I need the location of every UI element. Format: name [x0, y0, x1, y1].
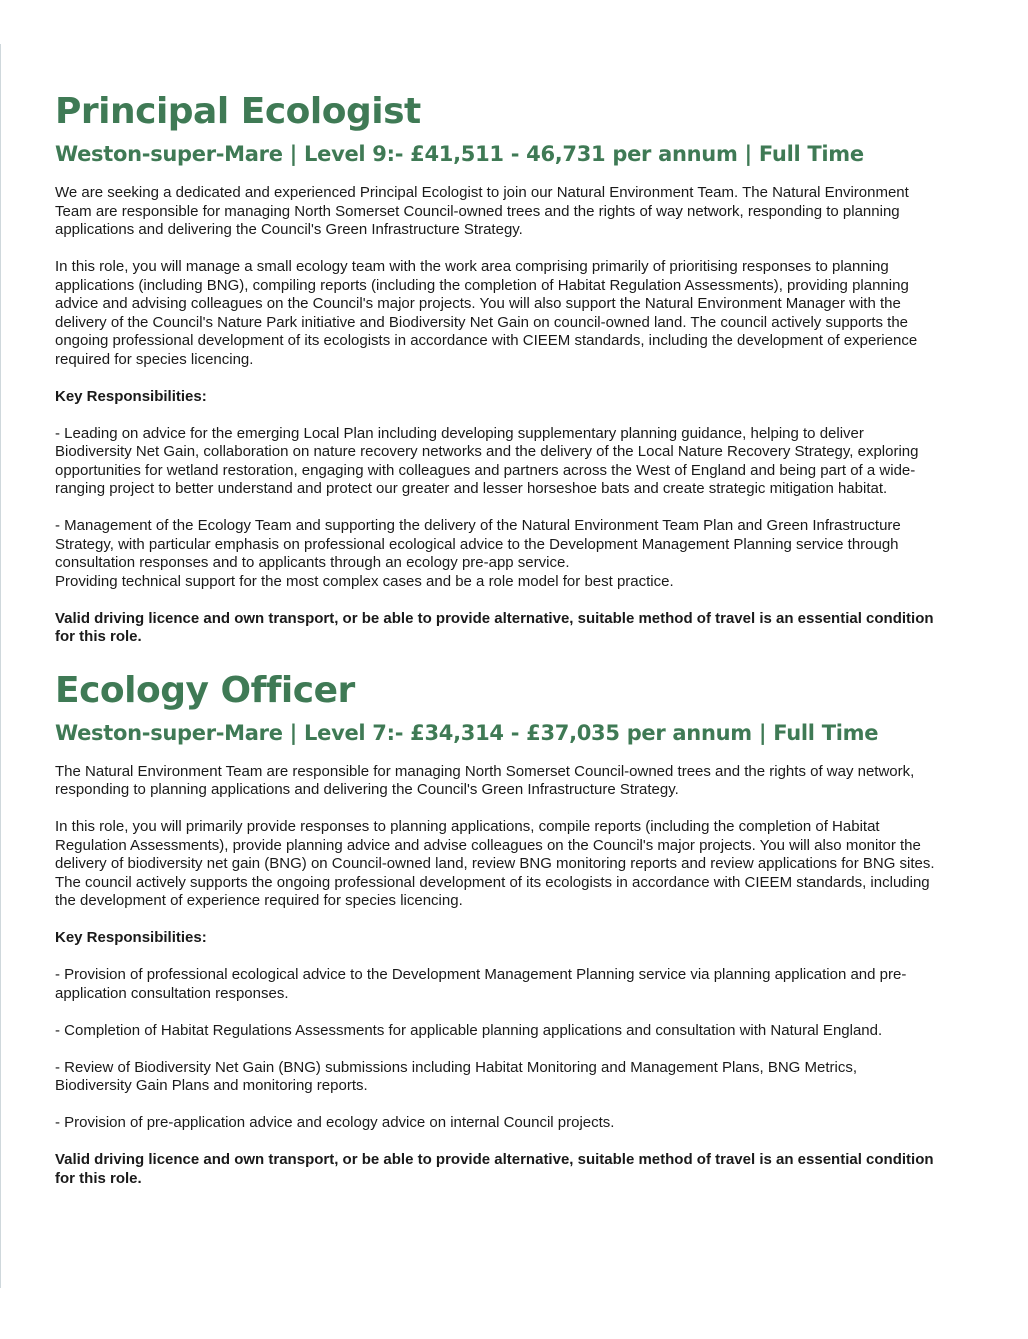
job-advert-page [55, 88, 935, 1188]
responsibility-item: - Completion of Habitat Regulations Assessments for applicable planning applications and consultation with Natural England. [55, 1021, 883, 1039]
job-title: Principal Ecologist [55, 91, 421, 132]
job-subtitle: Weston-super-Mare | Level 7:- £34,314 - £37,035 per annum | Full Time [55, 720, 879, 745]
job-subtitle: Weston-super-Mare | Level 9:- £41,511 - 46,731 per annum | Full Time [55, 142, 864, 166]
intro-paragraph: The Natural Environment Team are responsible for managing North Somerset Council-owned trees and the rights of way network, responding to planning applications and delivering the Council's Green Infrastructure Strategy. [55, 762, 915, 798]
responsibility-item: - Provision of professional ecological advice to the Development Management Planning service via planning application and pre-application consultation responses. [55, 966, 907, 1002]
intro-paragraph: In this role, you will primarily provide responses to planning applications, compile reports (including the completion of Habitat Regulation Assessments), provide planning advice and advise colleagues on the Council's major projects. You will also monitor the delivery of biodiversity net gain (BNG) on Council-owned land, review BNG monitoring reports and review applications for BNG sites. The council actively supports the ongoing professional development of its ecologists in accordance with CIEEM standards, including the development of experience required for species licencing. [55, 818, 935, 909]
intro-paragraph: We are seeking a dedicated and experienced Principal Ecologist to join our Natural Environment Team. The Natural Environment Team are responsible for managing North Somerset Council-owned trees and the rights of way network, responding to planning applications and delivering the Council's Green Infrastructure Strategy. [55, 184, 909, 238]
responsibility-item: - Leading on advice for the emerging Local Plan including developing supplementary planning guidance, helping to deliver Biodiversity Net Gain, collaboration on nature recovery networks and the delivery of the Local Nature Recovery Strategy, exploring opportunities for wetland restoration, engaging with colleagues and partners across the West of England and being part of a wide-ranging project to better understand and protect our greater and lesser horseshoe bats and create strategic mitigation habitat. [55, 424, 919, 497]
job-title: Ecology Officer [55, 669, 355, 711]
job-principal-ecologist [55, 88, 935, 647]
essential-condition: Valid driving licence and own transport, or be able to provide alternative, suitable method of travel is an essential condition for this role. [55, 1151, 934, 1187]
responsibility-item: - Provision of pre-application advice and ecology advice on internal Council projects. [55, 1114, 615, 1131]
key-responsibilities-heading: Key Responsibilities: [55, 387, 207, 405]
responsibility-item: - Management of the Ecology Team and supporting the delivery of the Natural Environment Team Plan and Green Infrastructure Strategy, with particular emphasis on professional ecological advice to the Development Management Planning service through consultation responses and to applicants through an ecology pre-app service. Providing technical support for the most complex cases and be a role model for best practice. [55, 517, 901, 590]
key-responsibilities-heading: Key Responsibilities: [55, 929, 207, 946]
page-edge-divider [0, 44, 1, 1288]
responsibility-item: - Review of Biodiversity Net Gain (BNG) submissions including Habitat Monitoring and Management Plans, BNG Metrics, Biodiversity Gain Plans and monitoring reports. [55, 1058, 857, 1094]
job-ecology-officer [55, 667, 935, 1189]
intro-paragraph: In this role, you will manage a small ecology team with the work area comprising primarily of prioritising responses to planning applications (including BNG), compiling reports (including the completion of Habitat Regulation Assessments), providing planning advice and advising colleagues on the Council's major projects. You will also support the Natural Environment Manager with the delivery of the Council's Nature Park initiative and Biodiversity Net Gain on council-owned land. The council actively supports the ongoing professional development of its ecologists in accordance with CIEEM standards, including the development of experience required for species licencing. [55, 258, 918, 368]
essential-condition: Valid driving licence and own transport, or be able to provide alternative, suitable method of travel is an essential condition for this role. [55, 609, 934, 645]
